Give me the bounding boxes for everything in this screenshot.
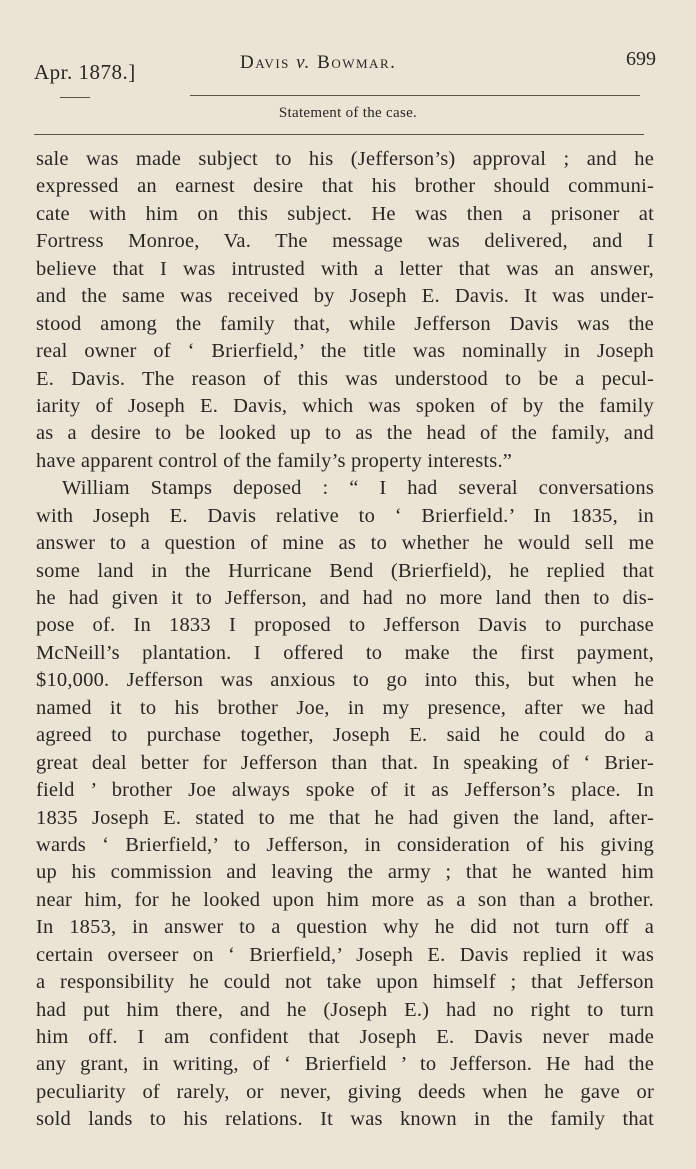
text-line: and the same was received by Joseph E. Davis. It was under-	[36, 285, 654, 308]
text-line: agreed to purchase together, Joseph E. said he could do a	[36, 724, 654, 747]
header-rule	[190, 95, 640, 96]
case-title-defendant: Bowmar.	[317, 52, 397, 73]
header-rule-short	[60, 97, 90, 98]
case-title	[240, 52, 396, 74]
text-line: named it to his brother Joe, in my presence, after we had	[36, 696, 654, 719]
text-line: cate with him on this subject. He was then a prisoner at	[36, 202, 654, 225]
text-line-paragraph-start: William Stamps deposed : “ I had several conversations	[62, 477, 654, 500]
text-line: stood among the family that, while Jefferson Davis was the	[36, 312, 654, 335]
text-line: he had given it to Jefferson, and had no more land then to dis-	[36, 587, 654, 609]
text-line: had put him there, and he (Joseph E.) had no right to turn	[36, 998, 654, 1021]
text-line: field ’ brother Joe always spoke of it as Jefferson’s place. In	[36, 779, 654, 802]
text-line: sold lands to his relations. It was known in the family that	[36, 1108, 654, 1131]
case-title-plaintiff: Davis	[240, 52, 290, 73]
case-title-versus: v.	[296, 52, 311, 73]
text-line: certain overseer on ‘ Brierfield,’ Joseph E. Davis replied it was	[36, 943, 654, 966]
text-line: some land in the Hurricane Bend (Brierfield), he replied that	[36, 559, 654, 582]
running-date: Apr. 1878.]	[34, 60, 136, 84]
text-line: a responsibility he could not take upon himself ; that Jefferson	[36, 971, 654, 994]
text-line: expressed an earnest desire that his brother should communi-	[36, 175, 654, 198]
text-line: 1835 Joseph E. stated to me that he had given the land, after-	[36, 806, 654, 829]
text-line: In 1853, in answer to a question why he did not turn off a	[36, 916, 654, 939]
text-line: believe that I was intrusted with a letter that was an answer,	[36, 257, 654, 280]
text-line: answer to a question of mine as to whether he would sell me	[36, 532, 654, 555]
text-line: peculiarity of rarely, or never, giving deeds when he gave or	[36, 1080, 654, 1103]
text-line: him off. I am confident that Joseph E. Davis never made	[36, 1026, 654, 1048]
text-line: with Joseph E. Davis relative to ‘ Brierfield.’ In 1835, in	[36, 504, 654, 527]
text-line: near him, for he looked upon him more as a son than a brother.	[36, 888, 654, 911]
text-line: $10,000. Jefferson was anxious to go into this, but when he	[36, 669, 654, 692]
section-subheading: Statement of the case.	[278, 105, 418, 121]
text-line: great deal better for Jefferson than that. In speaking of ‘ Brier-	[36, 751, 654, 774]
text-line: E. Davis. The reason of this was understood to be a pecul-	[36, 367, 654, 390]
text-line: have apparent control of the family’s property interests.”	[36, 449, 513, 472]
text-line: pose of. In 1833 I proposed to Jefferson Davis to purchase	[36, 614, 654, 637]
text-line: McNeill’s plantation. I offered to make the first payment,	[36, 641, 654, 664]
body-text	[36, 146, 654, 1134]
running-header	[34, 46, 664, 86]
text-line: sale was made subject to his (Jefferson’s) approval ; and he	[36, 148, 654, 170]
text-line: any grant, in writing, of ‘ Brierfield ’ to Jefferson. He had the	[36, 1053, 654, 1076]
text-line: Fortress Monroe, Va. The message was delivered, and I	[36, 230, 654, 253]
text-line: real owner of ‘ Brierfield,’ the title was nominally in Joseph	[36, 340, 654, 363]
text-line: up his commission and leaving the army ; that he wanted him	[36, 861, 654, 884]
page-number: 699	[626, 48, 656, 70]
text-line: iarity of Joseph E. Davis, which was spoken of by the family	[36, 394, 654, 417]
text-line: wards ‘ Brierfield,’ to Jefferson, in consideration of his giving	[36, 833, 654, 856]
text-line: as a desire to be looked up to as the head of the family, and	[36, 422, 654, 445]
subheading-rule	[34, 134, 644, 135]
